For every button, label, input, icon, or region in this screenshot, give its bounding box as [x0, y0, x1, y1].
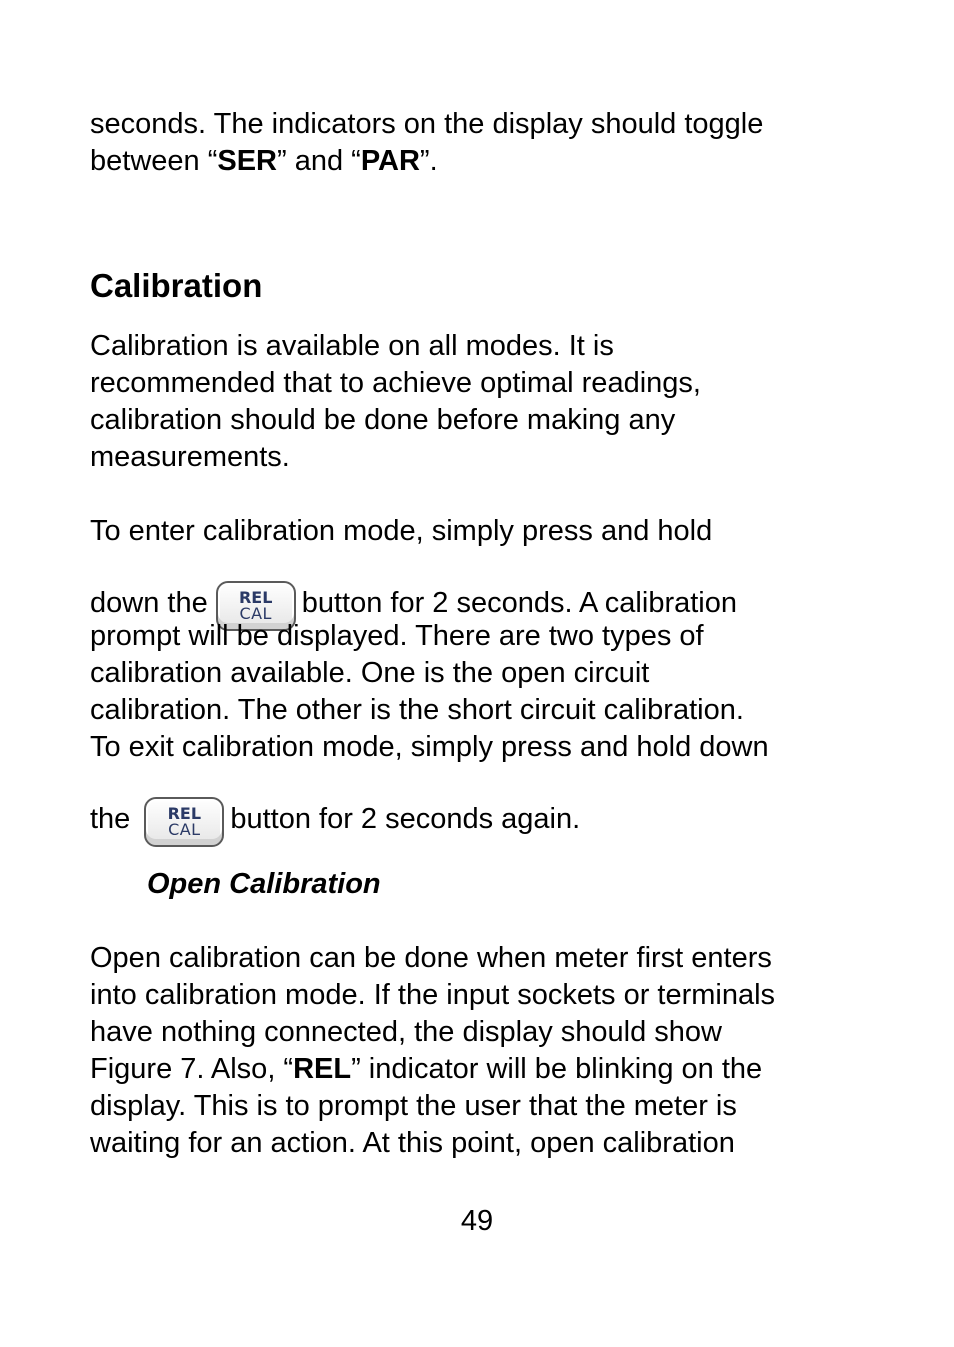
intro-line-1: seconds. The indicators on the display should toggle	[90, 108, 764, 140]
calibration-p2-line-4: calibration available. One is the open circuit	[90, 657, 650, 689]
open-cal-line-5: display. This is to prompt the user that the meter is	[90, 1090, 737, 1122]
open-calibration-paragraph	[90, 940, 880, 1162]
open-cal-line-3: have nothing connected, the display should show	[90, 1016, 722, 1048]
calibration-p2-line-1: To enter calibration mode, simply press and hold	[90, 515, 713, 547]
open-cal-line-2: into calibration mode. If the input sockets or terminals	[90, 979, 776, 1011]
rel-indicator-text: REL	[293, 1053, 352, 1085]
calibration-p2-last-line: the REL CAL button for 2 seconds again.	[90, 797, 580, 847]
page-number: 49	[460, 1205, 494, 1237]
calibration-p2-line-2: down the REL CAL button for 2 seconds. A calibration	[90, 581, 737, 631]
open-cal-line-6: waiting for an action. At this point, open calibration	[90, 1127, 735, 1159]
open-calibration-heading: Open Calibration	[147, 868, 381, 900]
calibration-p2-line-5: calibration. The other is the short circuit calibration.	[90, 694, 744, 726]
calibration-paragraph-1	[90, 328, 880, 476]
ser-indicator-text: SER	[217, 145, 277, 177]
intro-paragraph	[90, 106, 880, 180]
calibration-p1-line-3: calibration should be done before making any	[90, 404, 676, 436]
intro-line-2: between “SER” and “PAR”.	[90, 145, 438, 177]
calibration-paragraph-2-rest	[90, 618, 880, 766]
rel-cal-button-icon: REL CAL	[144, 797, 224, 847]
calibration-p2-line-3: prompt will be displayed. There are two types of	[90, 620, 704, 652]
par-indicator-text: PAR	[360, 145, 420, 177]
open-cal-line-4: Figure 7. Also, “REL” indicator will be blinking on the	[90, 1053, 763, 1085]
calibration-p2-line-6: To exit calibration mode, simply press and hold down	[90, 731, 769, 763]
calibration-heading: Calibration	[90, 267, 263, 304]
calibration-p1-line-1: Calibration is available on all modes. It is	[90, 330, 614, 362]
calibration-p1-line-4: measurements.	[90, 441, 290, 473]
rel-cal-button-icon: REL CAL	[216, 581, 296, 631]
calibration-p1-line-2: recommended that to achieve optimal readings,	[90, 367, 701, 399]
open-cal-line-1: Open calibration can be done when meter first enters	[90, 942, 772, 974]
